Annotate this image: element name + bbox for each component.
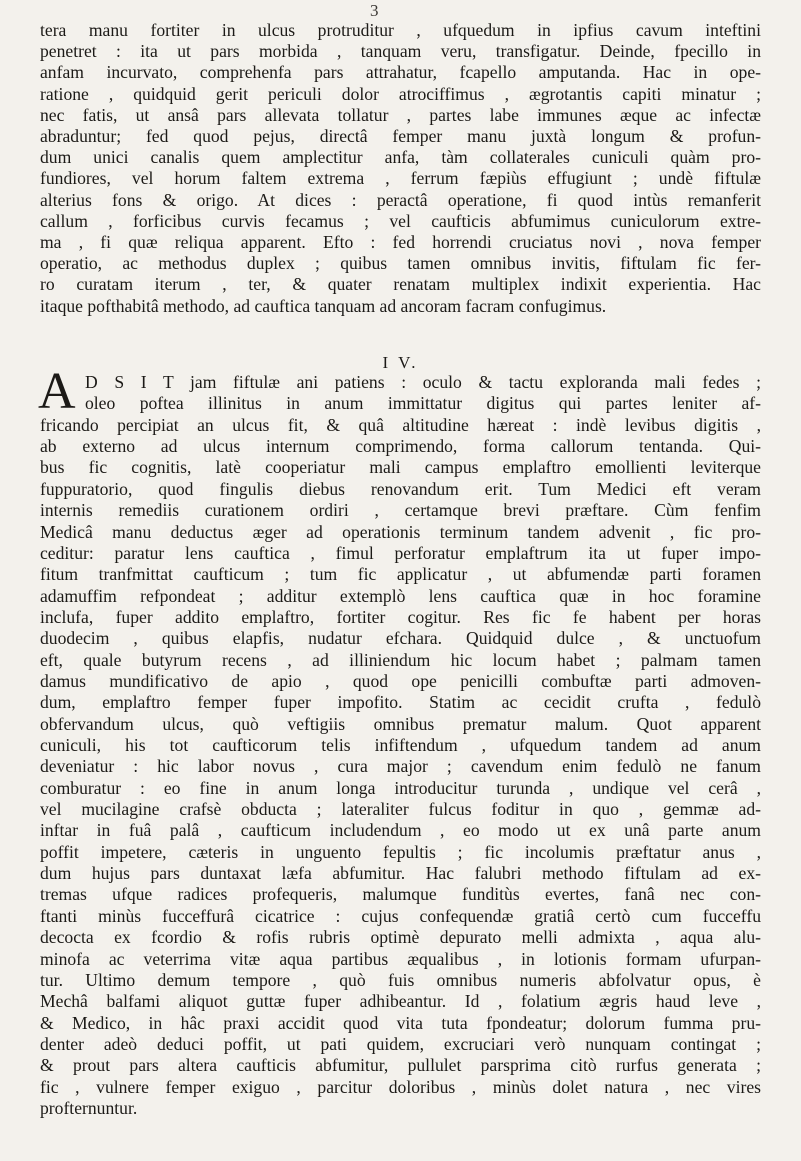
text-line: deveniatur : hic labor novus , cura major ; cavendum enim fedulò ne fanum [40,756,761,777]
text-line: dum, emplaftro femper fuper impofito. Statim ac cecidit crufta , fedulò [40,692,761,713]
text-line: & prout pars altera caufticis abfumitur, pullulet parsprima citò rurfus generata ; [40,1055,761,1076]
text-line: cuniculi, his tot caufticorum telis infiftendum , ufquedum tandem ad anum [40,735,761,755]
text-line: fundiores, vel horum faltem extrema , ferrum fæpiùs effugiunt ; undè fiftulæ [40,168,761,189]
text-line: duodecim , quibus elapfis, nudatur efchara. Quidquid dulce , & unctuofum [40,628,761,649]
page-number: 3 [370,1,379,20]
text-line: dum hujus pars duntaxat læfa abfumitur. Hac falubri methodo fiftulam ad ex- [40,863,761,883]
text-line: poffit impetere, cæteris in unguento fepultis ; fic incolumis præftatur anus , [40,841,761,862]
text-line: bus fic cognitis, latè cooperiatur mali campus emplaftro emollienti leviterque [40,457,761,478]
text-line: ab externo ad ulcus internum comprimendo, forma callorum tentanda. Qui- [40,436,761,457]
text-line: penetret : ita ut pars morbida , tanquam veru, transfigatur. Deinde, fpecillo in [40,41,761,62]
text-line: fuppuratorio, quod fingulis diebus renovandum erit. Tum Medici eft veram [40,478,761,499]
text-line: obfervandum ulcus, quò veftigiis omnibus prematur malum. Quot apparent [40,713,761,734]
text-line: eft, quale butyrum recens , ad illiniendum hic locum habet ; palmam tamen [40,649,761,670]
text-line: anfam incurvato, comprehenfa pars attrahatur, fcapello amputanda. Hac in ope- [40,62,761,83]
text-line: inftar in fuâ palâ , caufticum includendum , eo modo ut ex unâ parte anum [40,820,761,841]
text-line: ro curatam iterum , ter, & quater renatam multiplex indixit experientia. Hac [40,274,761,295]
text-line: profternuntur. [40,1097,138,1118]
text-line: tur. Ultimo demum tempore , quò fuis omnibus numeris abfolvatur opus, è [40,969,761,990]
text-line: callum , forficibus curvis fecamus ; vel caufticis abfumimus cuniculorum extre- [40,210,761,231]
text-line: tera manu fortiter in ulcus protruditur , ufquedum in ipfius cavum inteftini [40,20,761,40]
text-line: dum unici canalis quem amplectitur anfa, tàm collaterales cuniculi quàm pro- [40,147,761,168]
text-line: fricando percipiat an ulcus fit, & quâ altitudine hæreat : indè levibus digitis , [40,414,761,435]
text-line: alterius fons & origo. At dices : peractâ operatione, fi quod intùs remanferit [40,189,761,210]
text-line: damus mundificativo de apio , quod ope penicilli combuftæ parti admoven- [40,670,761,691]
drop-cap: A [38,363,76,420]
text-line: & Medico, in hâc praxi accidit quod vita tuta fpondeatur; dolorum fumma pru- [40,1012,761,1033]
text-line: fic , vulnere femper exiguo , parcitur doloribus , minùs dolet natura , nec vires [40,1076,761,1097]
text-line: vel mucilagine crafsè obducta ; lateraliter fulcus foditur in quo , gemmæ ad- [40,799,761,819]
text-line: comburatur : eo fine in anum longa introducitur turunda , undique vel cerâ , [40,777,761,798]
text-line: Medicâ manu deductus æger ad operationis terminum tandem advenit , fic pro- [40,521,761,542]
section-number: I V. [382,353,419,372]
text-line: fitum tranfmittat caufticum ; tum fic applicatur , ut abfumendæ parti foramen [40,564,761,585]
text-line: ftanti minùs fucceffurâ cicatrice : cujus confequendæ gratiâ certò cum fucceffu [40,905,761,926]
text-line: ma , fi quæ reliqua apparent. Efto : fed horrendi cruciatus novi , nova femper [40,232,761,252]
text-line: internis remediis curationem ordiri , certamque brevi præftare. Cùm fenfim [40,500,761,521]
text-line: minofa ac veterrima vitæ aqua partibus æqualibus , in lotionis formam ufurpan- [40,948,761,969]
text-line: inclufa, fuper addito emplaftro, fortiter cogitur. Res fic fe habent per horas [40,606,761,627]
text-line: oleo poftea illinitus in anum immittatur digitus qui partes leniter af- [85,393,761,414]
text-line: denter adeò deduci poffit, ut pati quidem, excruciari verò nunquam contingat ; [40,1033,761,1054]
text-line: adamuffim refpondeat ; additur extemplò lens cauftica quæ in hoc foramine [40,585,761,606]
text-line: tremas ufque radices profequeris, malumque funditùs evertes, fanâ nec con- [40,884,761,905]
text-line: ratione , quidquid gerit periculi dolor atrociffimus , ægrotantis capiti minatur ; [40,83,761,104]
text-line: operatio, ac methodus duplex ; quibus tamen omnibus invitis, fiftulam fic fer- [40,253,761,274]
text-line: Mechâ balfami aliquot guttæ fuper adhibeantur. Id , folatium ægris haud leve , [40,991,761,1012]
text-line: itaque pofthabitâ methodo, ad cauftica tanquam ad ancoram facram confugimus. [40,295,607,316]
text-line: decocta ex fcordio & rofis rubris optimè depurato melli admixta , aqua alu- [40,927,761,948]
text-line: abraduntur; fed quod pejus, directâ femper manu juxtà longum & profun- [40,126,761,146]
text-line: nec fatis, ut ansâ pars allevata tollatur , partes labe immunes æque ac infectæ [40,104,761,125]
text-line: D S I T jam fiftulæ ani patiens : oculo & tactu exploranda mali fedes ; [85,372,761,392]
text-line: ceditur: paratur lens cauftica , fimul perforatur emplaftrum ita ut fuper impo- [40,542,761,563]
